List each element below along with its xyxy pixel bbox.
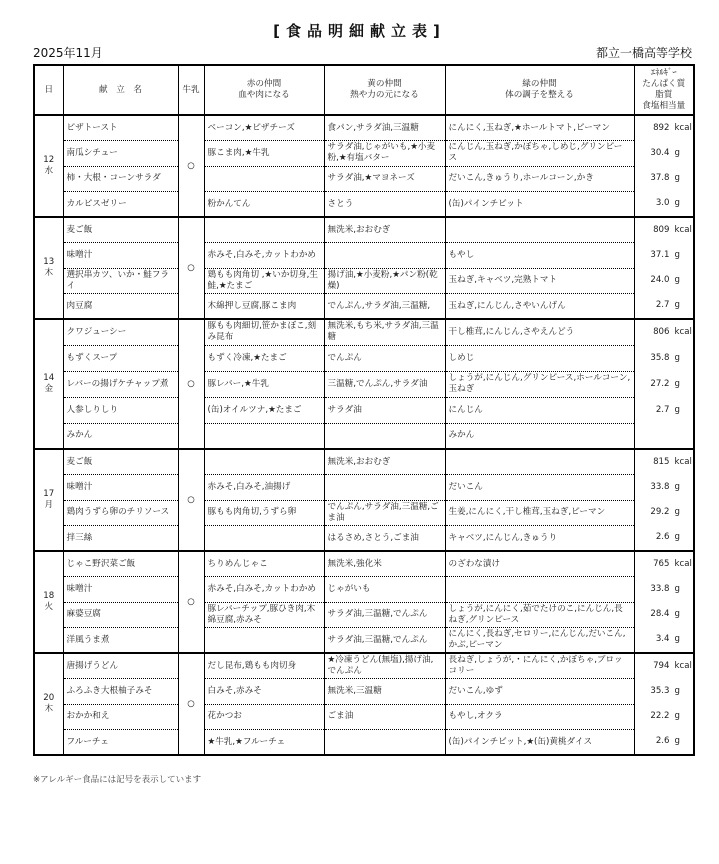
col-header-menu: 献 立 名: [63, 65, 178, 115]
table-row: [34, 628, 694, 654]
menu-name: 麦ご飯: [63, 217, 178, 243]
nutrition-value: [634, 551, 694, 577]
menu-name: ピザトースト: [63, 115, 178, 141]
nutrition-unit: kcal: [674, 558, 692, 569]
red-group-foods: (缶)オイルツナ,★たまご: [204, 397, 324, 423]
yellow-group-foods: ★冷凍うどん(無塩),揚げ油,でんぷん: [324, 653, 445, 679]
nutrition-empty: [634, 423, 694, 449]
green-group-foods: しょうが,にんにく,茹でたけのこ,にんじん,長ねぎ,グリンピース: [445, 602, 634, 628]
red-group-foods: [204, 526, 324, 552]
nutrition-number: 24.0: [650, 275, 670, 286]
nutrition-unit: g: [674, 147, 680, 158]
green-group-foods: にんじん,玉ねぎ,かぼちゃ,しめじ,グリンピース: [445, 141, 634, 167]
table-row: [34, 475, 694, 501]
nutrition-value: [634, 704, 694, 730]
nutrition-unit: g: [674, 481, 680, 492]
nutrition-unit: g: [674, 736, 680, 747]
menu-name: 選択串カツ、いか・鮭フライ: [63, 268, 178, 294]
red-group-foods: 花かつお: [204, 704, 324, 730]
nutrition-unit: kcal: [674, 456, 692, 467]
col-header-fat: 脂質: [655, 90, 673, 100]
menu-name: 南瓜シチュー: [63, 141, 178, 167]
nutrition-unit: g: [674, 275, 680, 286]
menu-name: 唐揚げうどん: [63, 653, 178, 679]
nutrition-unit: g: [674, 352, 680, 363]
yellow-group-foods: サラダ油,★マヨネーズ: [324, 166, 445, 192]
nutrition-number: 22.2: [650, 711, 670, 722]
nutrition-value: [634, 526, 694, 552]
nutrition-number: 2.6: [655, 736, 670, 747]
green-group-foods: [445, 217, 634, 243]
col-header-yellow: [324, 65, 445, 115]
red-group-foods: だし昆布,鶏もも肉切身: [204, 653, 324, 679]
nutrition-value: [634, 628, 694, 654]
nutrition-value: [634, 217, 694, 243]
nutrition-number: 806: [653, 327, 670, 337]
table-row: [34, 679, 694, 705]
milk-mark: ○: [178, 115, 204, 217]
day-cell: [34, 449, 63, 551]
red-group-foods: 赤みそ,白みそ,カットわかめ: [204, 243, 324, 269]
red-group-foods: 粉かんてん: [204, 192, 324, 218]
green-group-foods: [445, 449, 634, 475]
red-group-foods: 豚レバー,★牛乳: [204, 371, 324, 397]
nutrition-unit: g: [674, 609, 680, 620]
nutrition-unit: g: [674, 507, 680, 518]
day-date: 17: [43, 489, 55, 499]
nutrition-unit: g: [674, 249, 680, 260]
yellow-group-foods: サラダ油,三温糖,でんぷん: [324, 602, 445, 628]
green-group-foods: 長ねぎ,しょうが,・にんにく,かぼちゃ,ブロッコリー: [445, 653, 634, 679]
day-cell: [34, 551, 63, 653]
month-label: 2025年11月: [33, 46, 103, 60]
col-header-red-line2: 血や肉になる: [238, 90, 290, 100]
table-row: [34, 449, 694, 475]
menu-name: 肉豆腐: [63, 294, 178, 320]
nutrition-number: 28.4: [650, 609, 670, 620]
green-group-foods: しめじ: [445, 345, 634, 371]
nutrition-number: 37.1: [650, 249, 670, 260]
nutrition-unit: kcal: [674, 122, 692, 133]
col-header-red: [204, 65, 324, 115]
milk-mark: ○: [178, 319, 204, 449]
nutrition-number: 2.7: [655, 300, 670, 311]
nutrition-number: 35.8: [650, 352, 670, 363]
red-group-foods: 木綿押し豆腐,豚こま肉: [204, 294, 324, 320]
red-group-foods: 白みそ,赤みそ: [204, 679, 324, 705]
menu-name: 人参しりしり: [63, 397, 178, 423]
menu-name: 鶏肉うずら卵のチリソース: [63, 500, 178, 526]
red-group-foods: [204, 628, 324, 654]
green-group-foods: だいこん,ゆず: [445, 679, 634, 705]
yellow-group-foods: はるさめ,さとう,ごま油: [324, 526, 445, 552]
menu-name: 拌三絲: [63, 526, 178, 552]
day-date: 18: [43, 591, 55, 601]
day-weekday: 金: [44, 384, 54, 394]
yellow-group-foods: [324, 475, 445, 501]
green-group-foods: [445, 577, 634, 603]
menu-name: 味噌汁: [63, 475, 178, 501]
menu-table: [33, 64, 695, 756]
col-header-yellow-line2: 熱や力の元になる: [350, 90, 419, 100]
day-date: 13: [43, 257, 55, 267]
red-group-foods: [204, 217, 324, 243]
nutrition-unit: kcal: [674, 327, 692, 337]
day-cell: [34, 653, 63, 755]
nutrition-value: [634, 449, 694, 475]
nutrition-value: [634, 192, 694, 218]
table-row: [34, 730, 694, 756]
menu-name: カルピスゼリー: [63, 192, 178, 218]
yellow-group-foods: 無洗米,強化米: [324, 551, 445, 577]
col-header-day: 日: [34, 65, 63, 115]
nutrition-unit: g: [674, 583, 680, 594]
table-row: [34, 577, 694, 603]
page-title: [食品明細献立表]: [273, 22, 446, 40]
table-row: [34, 268, 694, 294]
milk-mark: ○: [178, 653, 204, 755]
red-group-foods: 豚もも肉細切,笹かまぼこ,刻み昆布: [204, 319, 324, 345]
green-group-foods: だいこん: [445, 475, 634, 501]
nutrition-number: 3.0: [655, 198, 670, 209]
nutrition-value: [634, 602, 694, 628]
col-header-salt: 食塩相当量: [642, 101, 686, 111]
nutrition-number: 30.4: [650, 147, 670, 158]
nutrition-value: [634, 166, 694, 192]
yellow-group-foods: [324, 243, 445, 269]
table-row: [34, 217, 694, 243]
yellow-group-foods: 食パン,サラダ油,三温糖: [324, 115, 445, 141]
yellow-group-foods: でんぷん: [324, 345, 445, 371]
nutrition-value: [634, 243, 694, 269]
yellow-group-foods: サラダ油,じゃがいも,★小麦粉,★有塩バター: [324, 141, 445, 167]
milk-mark: ○: [178, 217, 204, 319]
school-name: 都立一橋高等学校: [595, 46, 692, 60]
col-header-protein: たんぱく質: [642, 79, 686, 89]
table-row: [34, 115, 694, 141]
green-group-foods: 玉ねぎ,にんじん,さやいんげん: [445, 294, 634, 320]
nutrition-value: [634, 319, 694, 345]
day-date: 20: [43, 693, 55, 703]
nutrition-number: 765: [653, 558, 670, 569]
nutrition-number: 27.2: [650, 378, 670, 389]
table-row: [34, 704, 694, 730]
table-row: [34, 653, 694, 679]
col-header-green-line1: 緑の仲間: [522, 79, 557, 89]
yellow-group-foods: 無洗米,おおむぎ: [324, 217, 445, 243]
menu-name: 味噌汁: [63, 243, 178, 269]
yellow-group-foods: [324, 730, 445, 756]
table-row: [34, 397, 694, 423]
day-date: 12: [43, 155, 55, 165]
green-group-foods: (缶)パインチビット,★(缶)黄桃ダイス: [445, 730, 634, 756]
nutrition-number: 892: [653, 122, 670, 133]
nutrition-number: 33.8: [650, 481, 670, 492]
nutrition-value: [634, 577, 694, 603]
red-group-foods: [204, 449, 324, 475]
nutrition-value: [634, 345, 694, 371]
day-cell: [34, 115, 63, 217]
nutrition-unit: g: [674, 634, 680, 645]
menu-table-body: [34, 115, 694, 755]
yellow-group-foods: 揚げ油,★小麦粉,★パン粉(乾燥): [324, 268, 445, 294]
yellow-group-foods: サラダ油: [324, 397, 445, 423]
nutrition-value: [634, 730, 694, 756]
nutrition-unit: g: [674, 711, 680, 722]
milk-mark: ○: [178, 449, 204, 551]
nutrition-unit: g: [674, 378, 680, 389]
day-cell: [34, 217, 63, 319]
table-header-row: [34, 65, 694, 115]
red-group-foods: もずく冷凍,★たまご: [204, 345, 324, 371]
menu-name: フルーチェ: [63, 730, 178, 756]
yellow-group-foods: さとう: [324, 192, 445, 218]
nutrition-unit: g: [674, 532, 680, 543]
table-row: [34, 192, 694, 218]
nutrition-unit: g: [674, 300, 680, 311]
green-group-foods: 干し椎茸,にんじん,さやえんどう: [445, 319, 634, 345]
day-weekday: 水: [44, 166, 54, 176]
yellow-group-foods: 無洗米,三温糖: [324, 679, 445, 705]
day-weekday: 火: [44, 602, 54, 612]
nutrition-value: [634, 475, 694, 501]
green-group-foods: しょうが,にんじん,グリンピース,ホールコーン,玉ねぎ: [445, 371, 634, 397]
green-group-foods: 玉ねぎ,キャベツ,完熟トマト: [445, 268, 634, 294]
table-row: [34, 602, 694, 628]
yellow-group-foods: じゃがいも: [324, 577, 445, 603]
nutrition-number: 2.6: [655, 532, 670, 543]
table-row: [34, 166, 694, 192]
table-row: [34, 319, 694, 345]
nutrition-value: [634, 294, 694, 320]
nutrition-unit: g: [674, 685, 680, 696]
red-group-foods: 赤みそ,白みそ,カットわかめ: [204, 577, 324, 603]
yellow-group-foods: [324, 423, 445, 449]
milk-mark: ○: [178, 551, 204, 653]
nutrition-number: 35.3: [650, 685, 670, 696]
red-group-foods: ちりめんじゃこ: [204, 551, 324, 577]
col-header-milk: 牛乳: [178, 65, 204, 115]
menu-name: おかか和え: [63, 704, 178, 730]
nutrition-unit: kcal: [674, 660, 692, 671]
green-group-foods: だいこん,きゅうり,ホールコーン,かき: [445, 166, 634, 192]
nutrition-number: 29.2: [650, 507, 670, 518]
day-weekday: 月: [44, 500, 54, 510]
yellow-group-foods: サラダ油,三温糖,でんぷん: [324, 628, 445, 654]
table-row: [34, 551, 694, 577]
yellow-group-foods: でんぷん,サラダ油,三温糖,ごま油: [324, 500, 445, 526]
nutrition-value: [634, 679, 694, 705]
nutrition-number: 794: [653, 660, 670, 671]
table-row: [34, 371, 694, 397]
nutrition-value: [634, 371, 694, 397]
menu-name: 柿・大根・コーンサラダ: [63, 166, 178, 192]
col-header-energy: ｴﾈﾙｷﾞｰ: [650, 68, 677, 78]
menu-name: みかん: [63, 423, 178, 449]
day-date: 14: [43, 373, 55, 383]
menu-name: レバーの揚げケチャップ煮: [63, 371, 178, 397]
menu-name: じゃこ野沢菜ご飯: [63, 551, 178, 577]
menu-name: クワジューシー: [63, 319, 178, 345]
nutrition-unit: g: [674, 404, 680, 415]
yellow-group-foods: ごま油: [324, 704, 445, 730]
col-header-nutrition: [634, 65, 694, 115]
nutrition-number: 809: [653, 224, 670, 235]
menu-name: 麦ご飯: [63, 449, 178, 475]
red-group-foods: 豚もも肉角切,うずら卵: [204, 500, 324, 526]
col-header-green-line2: 体の調子を整える: [505, 90, 574, 100]
nutrition-unit: kcal: [674, 224, 692, 235]
nutrition-value: [634, 115, 694, 141]
table-row: [34, 243, 694, 269]
day-cell: [34, 319, 63, 449]
table-row: [34, 141, 694, 167]
table-row: [34, 526, 694, 552]
green-group-foods: 生姜,にんにく,干し椎茸,玉ねぎ,ピーマン: [445, 500, 634, 526]
table-row: [34, 500, 694, 526]
green-group-foods: のざわな漬け: [445, 551, 634, 577]
red-group-foods: 豚レバーチップ,豚ひき肉,木綿豆腐,赤みそ: [204, 602, 324, 628]
green-group-foods: にんにく,玉ねぎ,★ホールトマト,ピーマン: [445, 115, 634, 141]
nutrition-unit: g: [674, 173, 680, 184]
nutrition-value: [634, 268, 694, 294]
green-group-foods: にんじん: [445, 397, 634, 423]
green-group-foods: もやし,オクラ: [445, 704, 634, 730]
nutrition-number: 2.7: [655, 404, 670, 415]
red-group-foods: [204, 166, 324, 192]
green-group-foods: にんにく,長ねぎ,セロリー,にんじん,だいこん,かぶ,ピーマン: [445, 628, 634, 654]
col-header-yellow-line1: 黄の仲間: [367, 79, 402, 89]
nutrition-number: 3.4: [655, 634, 670, 645]
red-group-foods: 赤みそ,白みそ,油揚げ: [204, 475, 324, 501]
yellow-group-foods: 三温糖,でんぷん,サラダ油: [324, 371, 445, 397]
menu-name: 洋風うま煮: [63, 628, 178, 654]
nutrition-value: [634, 141, 694, 167]
green-group-foods: キャベツ,にんじん,きゅうり: [445, 526, 634, 552]
table-row: [34, 423, 694, 449]
nutrition-number: 815: [653, 456, 670, 467]
green-group-foods: (缶)パインチビット: [445, 192, 634, 218]
table-row: [34, 294, 694, 320]
nutrition-value: [634, 500, 694, 526]
nutrition-unit: g: [674, 198, 680, 209]
nutrition-number: 33.8: [650, 583, 670, 594]
red-group-foods: ★牛乳,★フルーチェ: [204, 730, 324, 756]
day-weekday: 木: [44, 704, 54, 714]
col-header-red-line1: 赤の仲間: [246, 79, 282, 89]
menu-name: 麻婆豆腐: [63, 602, 178, 628]
allergy-note: ※アレルギー食品には記号を表示しています: [33, 775, 202, 785]
day-weekday: 木: [44, 268, 54, 278]
table-row: [34, 345, 694, 371]
yellow-group-foods: 無洗米,おおむぎ: [324, 449, 445, 475]
red-group-foods: [204, 423, 324, 449]
menu-name: 味噌汁: [63, 577, 178, 603]
menu-name: ふろふき大根柚子みそ: [63, 679, 178, 705]
green-group-foods: みかん: [445, 423, 634, 449]
col-header-green: [445, 65, 634, 115]
green-group-foods: もやし: [445, 243, 634, 269]
red-group-foods: ベーコン,★ピザチーズ: [204, 115, 324, 141]
red-group-foods: 鶏もも肉角切 ,★いか切身,生鮭,★たまご: [204, 268, 324, 294]
nutrition-number: 37.8: [650, 173, 670, 184]
red-group-foods: 豚こま肉,★牛乳: [204, 141, 324, 167]
menu-name: もずくスープ: [63, 345, 178, 371]
nutrition-value: [634, 397, 694, 423]
yellow-group-foods: 無洗米,もち米,サラダ油,三温糖: [324, 319, 445, 345]
yellow-group-foods: でんぷん,サラダ油,三温糖,: [324, 294, 445, 320]
nutrition-value: [634, 653, 694, 679]
